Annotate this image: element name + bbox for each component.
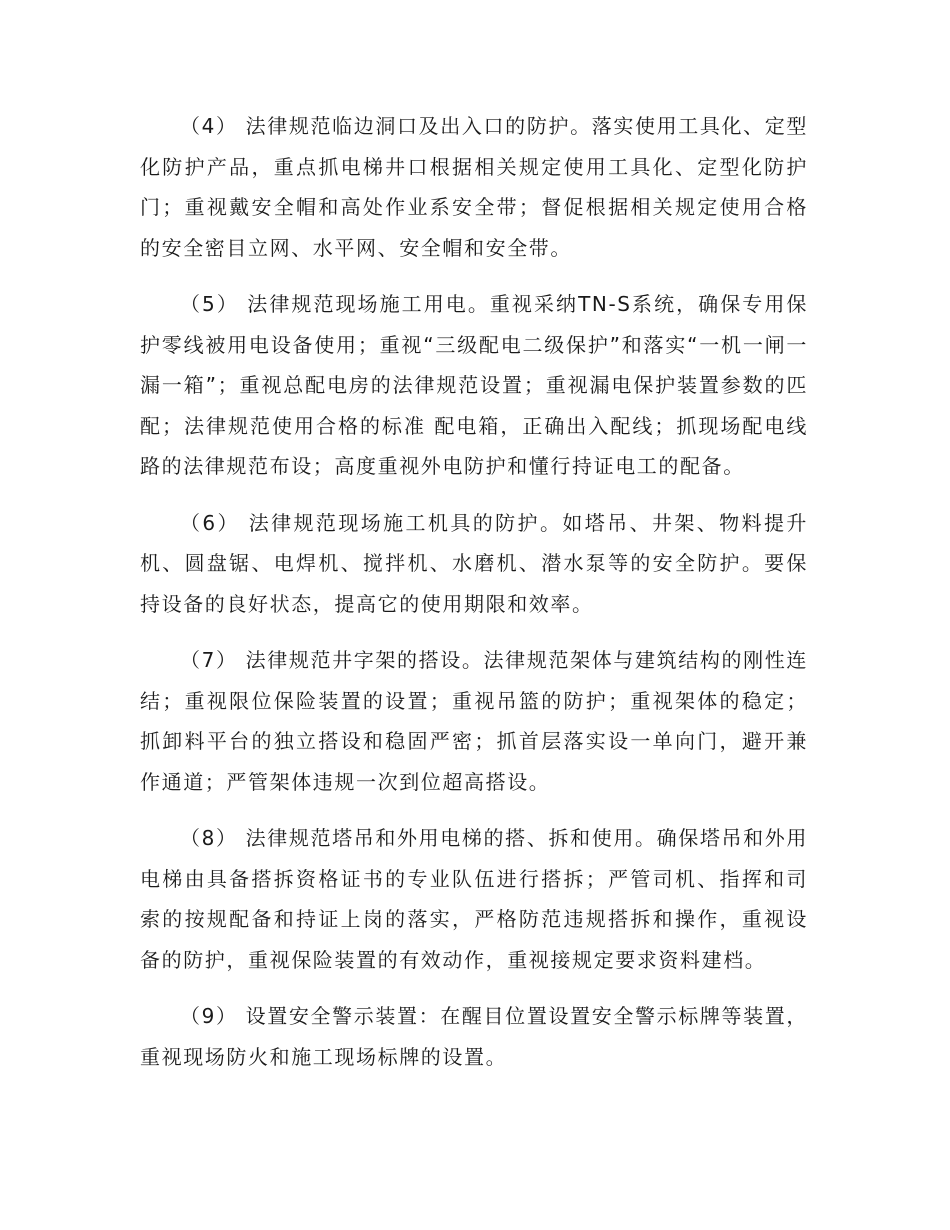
paragraph-9: （9） 设置安全警示装置：在醒目位置设置安全警示标牌等装置，重视现场防火和施工现场标牌的设置。 xyxy=(140,1004,808,1069)
paragraph-5: （5） 法律规范现场施工用电。重视采纳TN-S系统，确保专用保护零线被用电设备使用；重视“三级配电二级保护”和落实“一机一闸一漏一箱”；重视总配电房的法律规范设置；重视漏电保护装置参数的匹配；法律规范使用合格的标准 配电箱，正确出入配线；抓现场配电线路的法律规范布设；高度重视外电防护和懂行持证电工的配备。 xyxy=(140,292,808,478)
document-body xyxy=(140,106,808,1093)
paragraph-8: （8） 法律规范塔吊和外用电梯的搭、拆和使用。确保塔吊和外用电梯由具备搭拆资格证书的专业队伍进行搭拆；严管司机、指挥和司索的按规配备和持证上岗的落实，严格防范违规搭拆和操作，重视设备的防护，重视保险装置的有效动作，重视接规定要求资料建档。 xyxy=(140,826,808,972)
paragraph-4: （4） 法律规范临边洞口及出入口的防护。落实使用工具化、定型化防护产品，重点抓电梯井口根据相关规定使用工具化、定型化防护门；重视戴安全帽和高处作业系安全带；督促根据相关规定使用合格的安全密目立网、水平网、安全帽和安全带。 xyxy=(140,114,808,260)
paragraph-7: （7） 法律规范井字架的搭设。法律规范架体与建筑结构的刚性连结；重视限位保险装置的设置；重视吊篮的防护；重视架体的稳定；抓卸料平台的独立搭设和稳固严密；抓首层落实设一单向门，避开兼作通道；严管架体违规一次到位超高搭设。 xyxy=(140,648,808,794)
paragraph-6: （6） 法律规范现场施工机具的防护。如塔吊、井架、物料提升机、圆盘锯、电焊机、搅拌机、水磨机、潜水泵等的安全防护。要保持设备的良好状态，提高它的使用期限和效率。 xyxy=(140,510,808,616)
